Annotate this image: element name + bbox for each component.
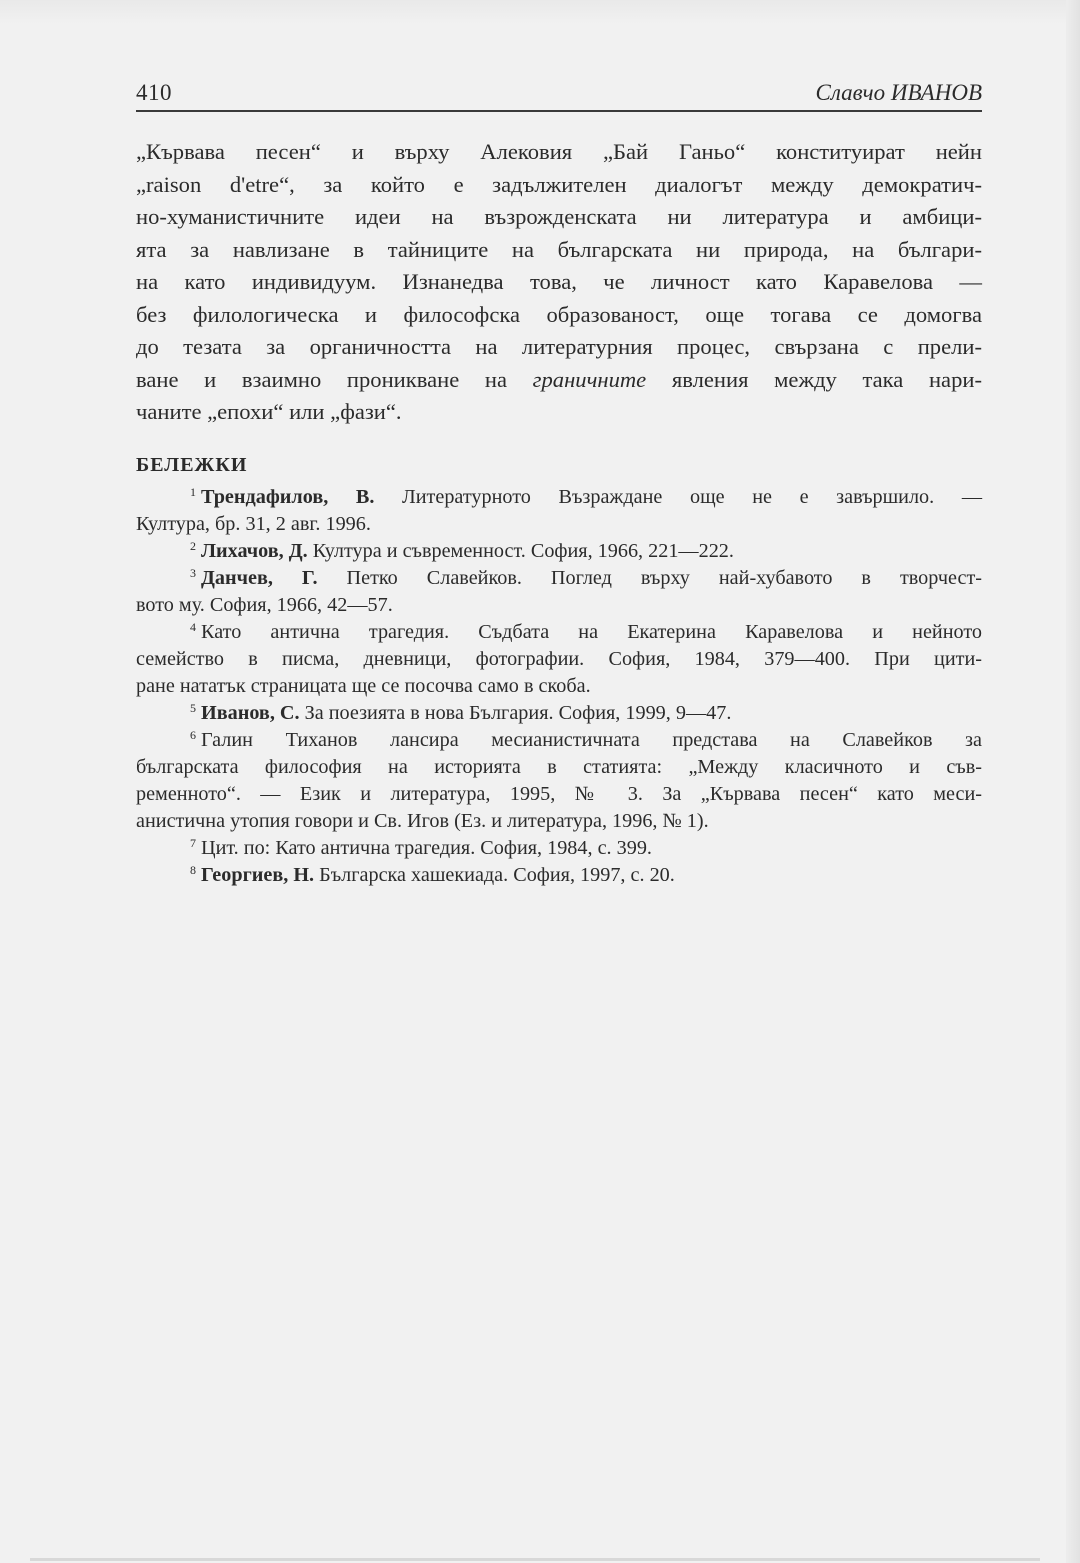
note-7 <box>136 835 982 862</box>
note-text: Галин Тиханов лансира месианистичната представа на Славейков за <box>201 729 982 751</box>
note-author: Лихачов, Д. <box>201 540 308 562</box>
note-2 <box>136 538 982 565</box>
note-line: ране нататък страницата ще се посочва само в скоба. <box>136 675 591 697</box>
note-line <box>136 619 982 646</box>
running-head: Славчо ИВАНОВ <box>815 80 982 105</box>
note-author: Георгиев, Н. <box>201 864 315 886</box>
note-number: 2 <box>190 539 196 553</box>
note-author: Иванов, С. <box>201 702 300 724</box>
paragraph-line <box>136 364 982 397</box>
notes-title: БЕЛЕЖКИ <box>136 454 248 476</box>
paragraph-line: чаните „епохи“ или „фази“. <box>136 399 402 424</box>
line-text: ване и взаимно проникване на <box>136 366 533 392</box>
note-line <box>136 538 982 565</box>
note-line <box>136 862 982 889</box>
note-line: българската философия на историята в статията: „Между класичното и съв- <box>136 756 982 778</box>
note-text: Цит. по: Като антична трагедия. София, 1984, с. 399. <box>201 837 652 859</box>
paragraph-line: „Кървава песен“ и върху Алековия „Бай Ганьо“ конституират нейн <box>136 139 982 164</box>
page-right-shade <box>1066 0 1080 1563</box>
note-text: За поезията в нова България. София, 1999, 9—47. <box>299 702 732 724</box>
note-6 <box>136 727 982 835</box>
note-line: анистична утопия говори и Св. Игов (Ез. и литература, 1996, № 1). <box>136 810 709 832</box>
note-text: Българска хашекиада. София, 1997, с. 20. <box>314 864 675 886</box>
paragraph-line: „raison d'etre“, за който е задължителен диалогът между демократич- <box>136 171 982 197</box>
note-text: Култура и съвременност. София, 1966, 221—222. <box>307 540 734 562</box>
note-number: 3 <box>190 566 196 580</box>
note-number: 5 <box>190 701 196 715</box>
note-text: Литературното Възраждане още не е завършило. — <box>374 486 983 508</box>
note-line <box>136 727 982 754</box>
page-bottom-edge <box>30 1558 1040 1561</box>
note-line <box>136 484 982 511</box>
note-3 <box>136 565 982 619</box>
note-number: 6 <box>190 728 196 742</box>
italic-term: граничните <box>532 366 647 392</box>
note-8 <box>136 862 982 889</box>
notes-section <box>136 452 982 889</box>
note-line <box>136 835 982 862</box>
note-text: Като антична трагедия. Съдбата на Екатерина Каравелова и нейното <box>201 621 982 643</box>
note-line <box>136 565 982 592</box>
page-top-shade <box>0 0 1080 24</box>
paragraph-line: без филологическа и философска образованост, още тогава се домогва <box>136 301 982 327</box>
note-line: ременното“. — Език и литература, 1995, № 3. За „Кървава песен“ като меси- <box>136 783 982 805</box>
note-number: 1 <box>190 485 196 499</box>
note-author: Трендафилов, В. <box>201 486 375 508</box>
paragraph-line: но-хуманистичните идеи на възрожденската ни литература и амбици- <box>136 204 982 229</box>
note-author: Данчев, Г. <box>201 567 318 589</box>
page-header <box>136 80 982 116</box>
note-line: вото му. София, 1966, 42—57. <box>136 594 393 616</box>
line-text: явления между така нари- <box>646 366 982 392</box>
note-line <box>136 700 982 727</box>
note-number: 7 <box>190 836 196 850</box>
note-5 <box>136 700 982 727</box>
main-paragraph <box>136 136 982 429</box>
paragraph-line: на като индивидуум. Изнанедва това, че личност като Каравелова — <box>136 269 982 294</box>
note-number: 8 <box>190 863 196 877</box>
note-line: семейство в писма, дневници, фотографии. София, 1984, 379—400. При цити- <box>136 648 982 670</box>
note-1 <box>136 484 982 538</box>
page-number: 410 <box>136 80 172 105</box>
note-text: Петко Славейков. Поглед върху най-хубавото в творчест- <box>317 567 982 589</box>
note-number: 4 <box>190 620 196 634</box>
note-4 <box>136 619 982 700</box>
paragraph-line: ята за навлизане в тайниците на българската ни природа, на българи- <box>136 236 982 262</box>
header-rule <box>136 110 982 112</box>
note-line: Култура, бр. 31, 2 авг. 1996. <box>136 513 371 535</box>
paragraph-line: до тезата за органичността на литературния процес, свързана с прели- <box>136 334 982 359</box>
paragraph-text <box>136 136 982 429</box>
